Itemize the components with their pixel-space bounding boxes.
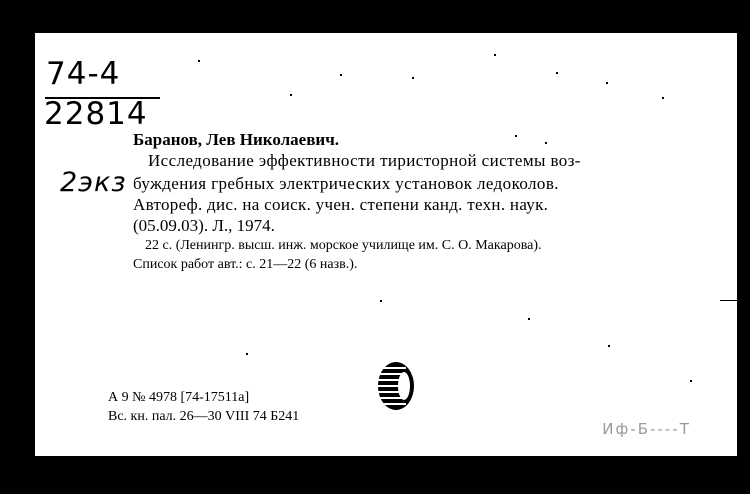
speck xyxy=(494,54,496,56)
top-border xyxy=(0,0,750,33)
speck xyxy=(690,380,692,382)
speck xyxy=(246,353,248,355)
details-line-1: 22 с. (Ленингр. высш. инж. морское училище им. С. О. Макарова). xyxy=(145,238,542,253)
speck xyxy=(662,97,664,99)
title-line-2: буждения гребных электрических установок ледоколов. xyxy=(133,174,559,193)
author-name: Баранов, Лев Николаевич. xyxy=(133,130,340,149)
edge-mark xyxy=(0,300,34,301)
speck xyxy=(340,74,342,76)
faded-stamp-text: Иф-Б----Т xyxy=(582,420,691,438)
speck xyxy=(606,82,608,84)
registry-number: А 9 № 4978 [74-17511а] xyxy=(108,390,250,405)
speck xyxy=(290,94,292,96)
right-border xyxy=(737,0,750,494)
chamber-record: Вс. кн. пал. 26—30 VIII 74 Б241 xyxy=(108,409,300,424)
edge-mark xyxy=(0,429,34,430)
bottom-border xyxy=(0,456,750,494)
handwritten-shelf-mark: 74-4 xyxy=(46,56,121,92)
edge-mark xyxy=(0,302,34,303)
speck xyxy=(515,135,517,137)
chamber-seal-icon xyxy=(374,358,418,414)
speck xyxy=(528,318,530,320)
title-line-4: (05.09.03). Л., 1974. xyxy=(133,216,275,235)
details-line-2: Список работ авт.: с. 21—22 (6 назв.). xyxy=(133,257,358,272)
left-border xyxy=(0,0,35,494)
edge-mark xyxy=(720,300,737,301)
speck xyxy=(608,345,610,347)
handwritten-inventory-number: 22814 xyxy=(44,96,148,132)
speck xyxy=(380,300,382,302)
edge-mark xyxy=(0,432,34,433)
speck xyxy=(198,60,200,62)
title-line-1: Исследование эффективности тиристорной системы воз- xyxy=(148,151,581,170)
speck xyxy=(545,142,547,144)
speck xyxy=(412,77,414,79)
title-line-3: Автореф. дис. на соиск. учен. степени канд. техн. наук. xyxy=(133,195,549,214)
speck xyxy=(556,72,558,74)
handwritten-copies-note: 2экз xyxy=(60,167,127,198)
